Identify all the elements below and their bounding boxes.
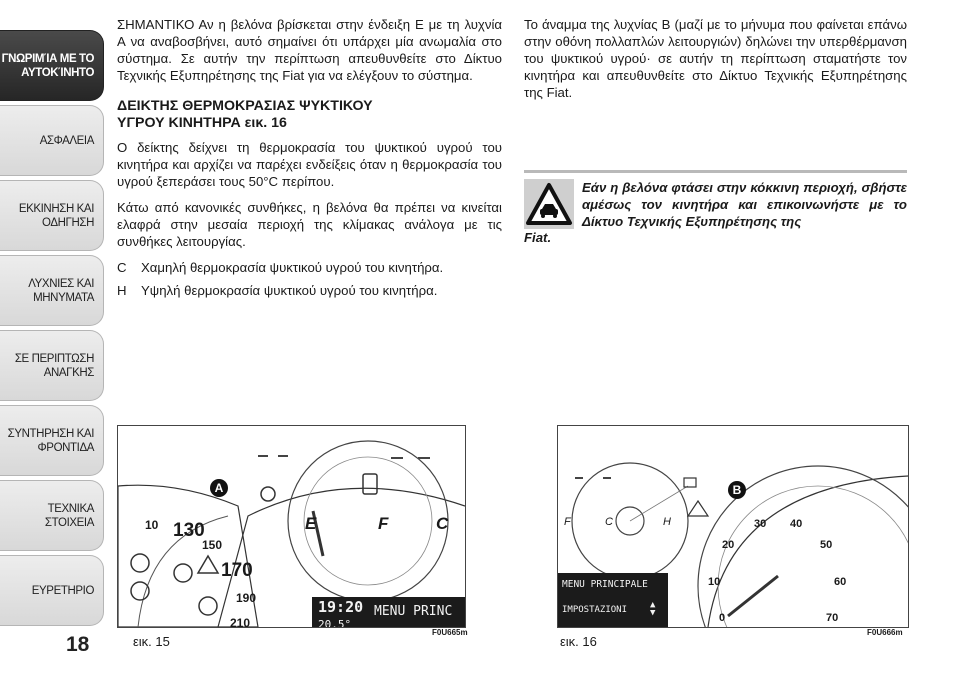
warning-text: Εάν η βελόνα φτάσει στην κόκκινη περιοχή, σβήστε αμέσως τον κινητήρα και επικοινωνήστε με το Δίκτυο Τεχνικής Εξυπηρέτησης της <box>582 180 907 229</box>
speed-label: 130 <box>173 520 205 541</box>
left-column <box>117 16 502 305</box>
sidebar-tab-label: ΣΕ ΠΕΡΙΠΤΩΣΗ ΑΝΑΓΚΗΣ <box>14 352 94 379</box>
speed-label: 150 <box>202 538 223 552</box>
important-paragraph: ΣΗΜΑΝΤΙΚΟ Αν η βελόνα βρίσκεται στην ένδειξη E με τη λυχνία A να αναβοσβήνει, αυτό σημαίνει ότι υπάρχει μία ανωμαλία στο σύστημα. Σε αυτήν την περίπτωση απευθυνθείτε στο Δίκτυο Τεχνικής Εξυπηρέτησης της Fiat για να ελέγξουν το σύστημα. <box>117 17 502 83</box>
warning-box <box>524 170 907 246</box>
right-column <box>524 16 907 110</box>
speed-label: 210 <box>230 616 251 628</box>
section-heading-line1: ΔΕΙΚΤΗΣ ΘΕΡΜΟΚΡΑΣΙΑΣ ΨΥΚΤΙΚΟΥ <box>117 98 373 114</box>
gauge-label-h: H <box>663 516 671 528</box>
figure-15-code: F0U665m <box>432 628 468 637</box>
sidebar-tab-label: ΕΚΚΙΝΗΣΗ ΚΑΙ ΟΔΗΓΗΣΗ <box>18 202 94 229</box>
body-paragraph-2: Κάτω από κανονικές συνθήκες, η βελόνα θα πρέπει να κινείται ελαφρά στην μεσαία περιοχή της κλίμακας ανάλογα με τις συνθήκες λειτουργίας. <box>117 200 502 249</box>
sidebar-tab[interactable] <box>0 555 104 626</box>
warning-tail: Fiat. <box>524 230 552 245</box>
rpm-label: 20 <box>722 539 735 551</box>
gauge-label-e: E <box>305 514 317 533</box>
sidebar-tab-label: ΓΝΩΡΙΜΊΑ ΜΕ ΤΟ ΑΥΤΟΚΊΝΗΤΟ <box>1 52 94 79</box>
callout-b: B <box>728 481 746 499</box>
lcd-menu: MENU PRINC <box>374 604 453 619</box>
lcd-temp: 20.5° <box>318 618 352 628</box>
sidebar-tab[interactable] <box>0 105 104 176</box>
rpm-label: 70 <box>826 612 839 624</box>
sidebar-tab[interactable] <box>0 330 104 401</box>
figure-16-illustration <box>557 425 909 628</box>
sidebar-tab[interactable] <box>0 405 104 476</box>
list-text: Χαμηλή θερμοκρασία ψυκτικού υγρού του κινητήρα. <box>141 260 444 275</box>
figure-16-caption: εικ. 16 <box>560 634 597 649</box>
lcd-line-2: IMPOSTAZIONI <box>562 605 628 615</box>
lcd-display-15 <box>312 597 465 627</box>
rpm-label: 50 <box>820 539 833 551</box>
list-item-c <box>117 259 502 276</box>
rpm-label: 10 <box>708 576 721 588</box>
list-key: H <box>117 283 127 298</box>
sidebar-tab-label: ΛΥΧΝΙΕΣ ΚΑΙ ΜΗΝΥΜΑΤΑ <box>28 277 94 304</box>
chapter-sidebar <box>0 30 104 630</box>
gauge-label-f: F <box>378 514 389 533</box>
list-text: Υψηλή θερμοκρασία ψυκτικού υγρού του κινητήρα. <box>141 283 438 298</box>
gauge-label-c: C <box>436 514 449 533</box>
speed-label: 10 <box>145 518 159 532</box>
lcd-display-16 <box>558 573 668 627</box>
gauge-label-c: C <box>605 516 613 528</box>
warning-rule <box>524 170 907 173</box>
figure-15-caption: εικ. 15 <box>133 634 170 649</box>
sidebar-tab[interactable] <box>0 255 104 326</box>
gauge-label-f: F <box>564 516 571 528</box>
right-paragraph: Το άναμμα της λυχνίας B (μαζί με το μήνυμα που φαίνεται επάνω στην οθόνη πολλαπλών λειτουργιών) δηλώνει την υπερθέρμανση του ψυκτικού υγρού· σε αυτήν τη περίπτωση σταματήστε τον κινητήρα και απευθυνθείτε στο Δίκτυο Τεχνικής Εξυπηρέτησης της Fiat. <box>524 17 907 100</box>
sidebar-tab-label: ΑΣΦΑΛΕΙΑ <box>39 134 94 147</box>
rpm-label: 60 <box>834 576 847 588</box>
list-item-h <box>117 282 502 299</box>
sidebar-tab[interactable] <box>0 30 104 101</box>
section-heading-line2: ΥΓΡΟΥ ΚΙΝΗΤΗΡΑ εικ. 16 <box>117 115 287 131</box>
lcd-scroll-icon: ▲ ▼ <box>650 600 656 618</box>
lcd-time: 19:20 <box>318 598 364 616</box>
list-key: C <box>117 260 127 275</box>
body-paragraph-1: Ο δείκτης δείχνει τη θερμοκρασία του ψυκτικού υγρού του κινητήρα και αρχίζει να παρέχει ενδείξεις όταν η θερμοκρασία του υγρού ξεπεράσει τους 50°C περίπου. <box>117 140 502 189</box>
sidebar-tab[interactable] <box>0 480 104 551</box>
page-number: 18 <box>66 633 90 656</box>
figure-15-illustration <box>117 425 466 628</box>
callout-a: A <box>210 479 228 497</box>
rpm-label: 30 <box>754 518 767 530</box>
sidebar-tab[interactable] <box>0 180 104 251</box>
warning-triangle-car-icon <box>524 179 574 229</box>
sidebar-tab-label: ΣΥΝΤΗΡΗΣΗ ΚΑΙ ΦΡΟΝΤΙΔΑ <box>7 427 94 454</box>
sidebar-tab-label: ΕΥΡΕΤΗΡΙΟ <box>31 584 94 597</box>
rpm-label: 0 <box>719 612 726 624</box>
section-heading <box>117 98 502 132</box>
sidebar-tab-label: ΤΕΧΝΙΚΑ ΣΤΟΙΧΕΙΑ <box>44 502 94 529</box>
speed-label: 190 <box>236 591 257 605</box>
speed-label: 170 <box>221 560 253 581</box>
lcd-line-1: MENU PRINCIPALE <box>562 579 648 590</box>
rpm-label: 40 <box>790 518 803 530</box>
figure-16-code: F0U666m <box>867 628 903 637</box>
